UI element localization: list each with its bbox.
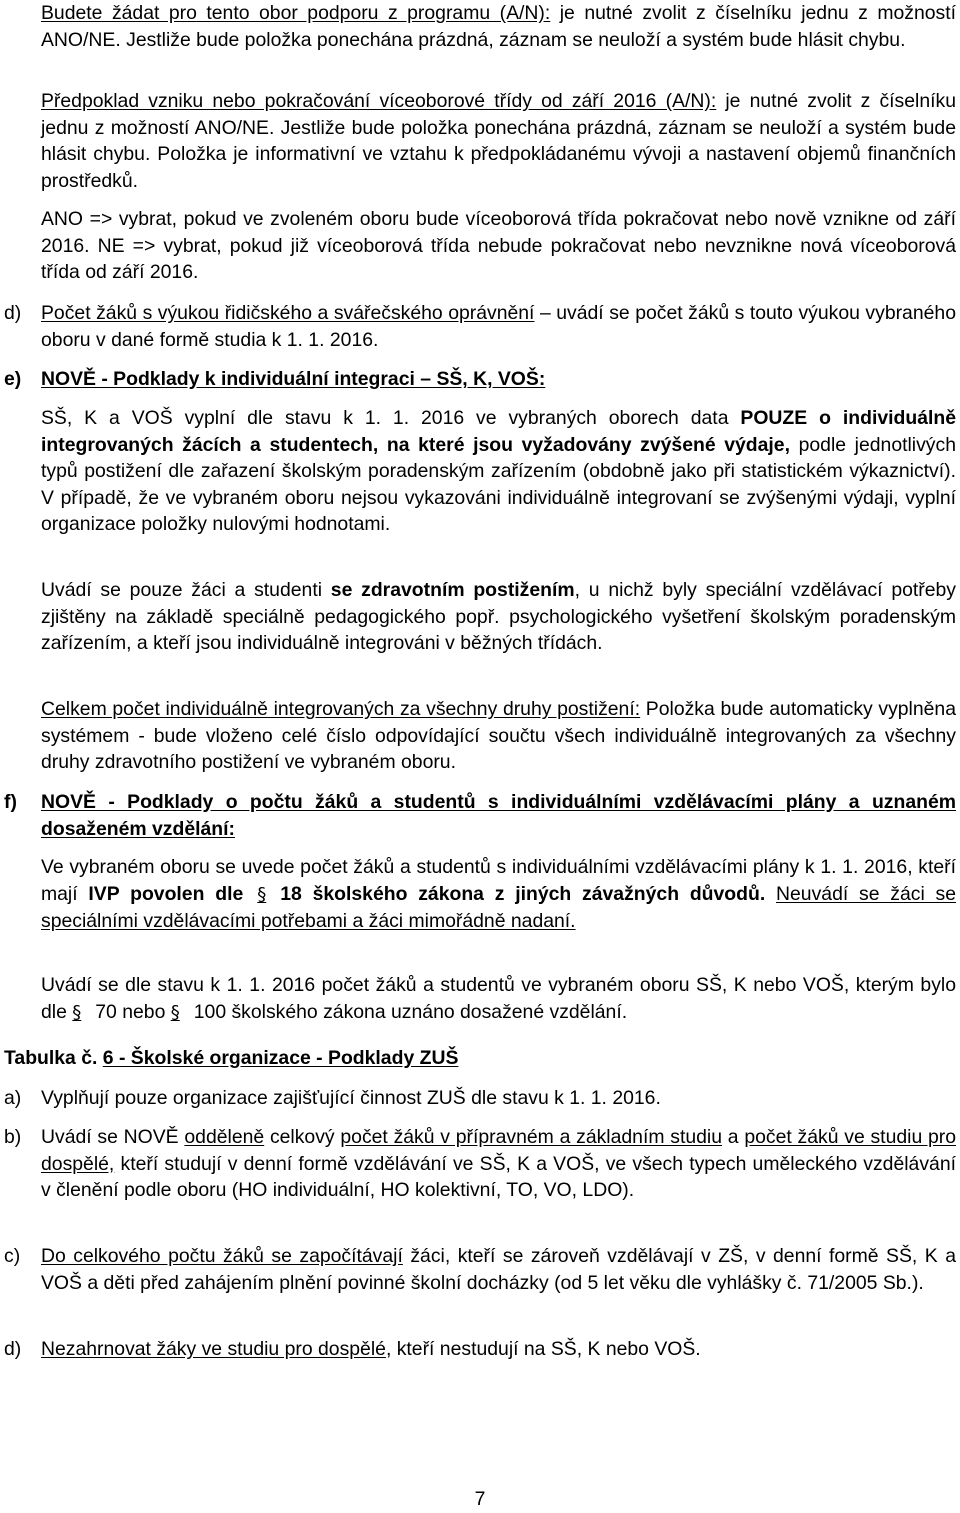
underlined-note: Neuvádí se žáci se speciálními vzdělávacími potřebami a žáci mimořádně nadaní. [41,882,957,933]
underlined-text: Do celkového počtu žáků se započítávají [41,1245,403,1267]
paragraph-text: Vyplňují pouze organizace zajišťující činnost ZUŠ dle stavu k 1. 1. 2016. [41,1087,661,1109]
paragraph-text: Uvádí se NOVĚ [41,1126,185,1148]
paragraph-integration-data [41,405,956,538]
paragraph-text: kteří studují v denní formě vzdělávání ve SŠ, K a VOŠ, ve všech typech uměleckého vzdělávání v členění podle oboru (HO individuální, HO kolektivní, TO, VO, LDO). [41,1152,956,1202]
paragraph-text: žáci, kteří se zároveň vzdělávají v ZŠ, v denní formě SŠ, K a VOŠ a děti před zahájením plnění povinné školní docházky (od 5 let věku dle vyhlášky č. 71/2005 Sb.). [41,1245,956,1294]
paragraph-text: Uvádí se pouze žáci a studenti [41,579,331,601]
emphasis-text: se zdravotním postižením [330,579,575,601]
paragraph-text: Uvádí se dle stavu k 1. 1. 2016 počet žáků a studentů ve vybraném oboru SŠ, K nebo VOŠ, kterým bylo dle [41,974,956,1023]
heading-text: NOVĚ - Podklady k individuální integraci – SŠ, K, VOŠ: [41,368,546,390]
field-name-driving-welding: Počet žáků s výukou řidičského a svářečského oprávnění [41,302,535,324]
paragraph-health-disability [41,577,956,657]
underlined-text: počet žáků v přípravném a základním studiu [340,1126,723,1148]
list-label-a: a) [4,1087,22,1109]
paragraph-ano-ne-explanation [41,206,956,286]
paragraph-zus-d [41,1336,956,1363]
heading-text: NOVĚ - Podklady o počtu žáků a studentů s individuálními vzdělávacími plány a uznaném dosaženém vzdělání: [41,791,956,840]
list-label-c: c) [4,1245,21,1267]
section-sign: § [257,883,267,905]
section-heading-individual-plans [41,789,956,842]
paragraph-text: je nutné zvolit z číselníku jednu z možností ANO/NE. Jestliže bude položka ponechána prázdná, záznam se neuloží a systém bude hlásit chybu. Položka je informativní ve vztahu k předpokládanému vývoji a nastavení objemů finančních prostředků. [41,90,956,192]
field-name-multi-field-class: Předpoklad vzniku nebo pokračování víceoborové třídy od září 2016 (A/N): [41,90,717,112]
paragraph-text: je nutné zvolit z číselníku jednu z možností ANO/NE. Jestliže bude položka ponechána prázdná, záznam se neuloží a systém bude hlásit chybu. [41,2,956,51]
paragraph-text: podle jednotlivých typů postižení dle zařazení školským poradenským zařízením (obdobně jako při statistickém výkaznictví). V případě, že ve vybraném oboru nejsou vykazováni individuálně integrovaní se zvýšenými výdaji, vyplní organizace položky nulovými hodnotami. [41,433,956,536]
emphasis-text: IVP povolen dle [88,882,244,905]
list-label-e: e) [4,368,22,390]
paragraph-driving-welding [41,300,956,353]
paragraph-text: Ve vybraném oboru se uvede počet žáků a studentů s individuálními vzdělávacími plány k 1. 1. 2016, kteří mají [41,856,956,905]
field-name-integration-total: Celkem počet individuálně integrovaných za všechny druhy postižení: [41,698,641,720]
paragraph-integration-total [41,696,956,776]
underlined-text: odděleně [184,1126,265,1148]
paragraph-text: Položka bude automaticky vyplněna systémem - bude vloženo celé číslo odpovídající součtu všech individuálně integrovaných za všechny druhy zdravotního postižení ve vybraném oboru. [41,698,957,774]
underlined-text: počet žáků ve studiu pro dospělé, [41,1126,957,1175]
paragraph-text: celkový [264,1126,341,1148]
paragraph-text: ANO => vybrat, pokud ve zvoleném oboru bude víceoborová třída pokračovat nebo nově vznikne od září 2016. NE => vybrat, pokud již víceoborová třída nebude pokračovat nebo nevznikne nová víceoborová třída od září 2016. [41,208,956,284]
paragraph-multi-field-class [41,88,956,194]
paragraph-zus-b [41,1124,956,1204]
list-label-b: b) [4,1126,22,1148]
page-number: 7 [474,1488,486,1510]
paragraph-text: a [722,1126,745,1148]
list-label-d2: d) [4,1338,22,1360]
underlined-text: Nezahrnovat žáky ve studiu pro dospělé [41,1338,386,1360]
field-name-support-program: Budete žádat pro tento obor podporu z programu (A/N): [41,2,551,24]
section-heading-individual-integration [41,366,956,393]
paragraph-recognized-education [41,972,956,1026]
list-label-f: f) [4,791,17,813]
paragraph-text: – uvádí se počet žáků s touto výukou vybraného oboru v dané formě studia k 1. 1. 2016. [41,302,956,351]
table-6-heading [4,1045,956,1072]
paragraph-support-program [41,0,956,53]
emphasis-text: 18 školského zákona z jiných závažných důvodů. [280,882,766,905]
heading-text: Tabulka č. [4,1047,103,1069]
section-sign: § [72,1001,82,1023]
paragraph-text: 70 nebo [95,1000,171,1023]
list-label-d: d) [4,302,22,324]
paragraph-individual-plans [41,854,956,935]
heading-text-underlined: 6 - Školské organizace - Podklady ZUŠ [102,1047,459,1069]
emphasis-text: POUZE o individuálně integrovaných žácích a studentech, na které jsou vyžadovány zvýšené výdaje, [41,407,957,456]
paragraph-text [765,883,776,905]
paragraph-zus-c [41,1243,956,1296]
paragraph-text: , u nichž byly speciální vzdělávací potřeby zjištěny na základě speciálně pedagogického popř. psychologického vyšetření školským poradenským zařízením, a kteří jsou individuálně integrováni v běžných třídách. [41,579,957,655]
paragraph-text: , kteří nestudují na SŠ, K nebo VOŠ. [385,1338,701,1360]
paragraph-text: 100 školského zákona uznáno dosažené vzdělání. [193,1000,628,1023]
paragraph-zus-a [41,1085,956,1112]
paragraph-text: SŠ, K a VOŠ vyplní dle stavu k 1. 1. 2016 ve vybraných oborech data [41,407,741,429]
section-sign: § [170,1001,180,1023]
